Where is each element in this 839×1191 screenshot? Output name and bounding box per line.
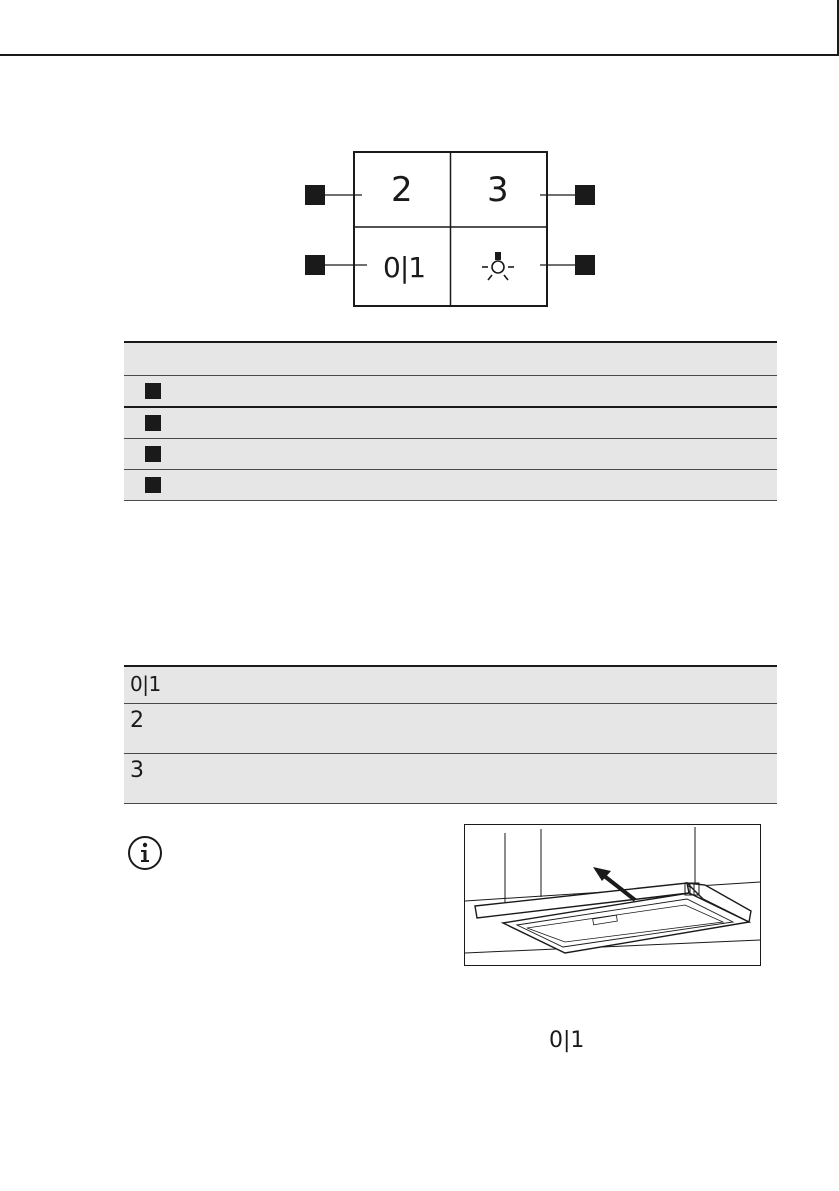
hood-illustration [464,824,761,966]
table-row [124,753,777,804]
callout-marker [305,185,325,205]
symbol-on-off: 0|1 [130,672,161,696]
callout-marker [575,185,595,205]
callout-marker [145,446,161,462]
function-table [124,665,777,804]
table-row [124,438,777,469]
callout-marker [145,415,161,431]
control-panel-diagram [305,150,597,310]
symbol-speed-2: 2 [130,708,144,733]
callout-marker [145,477,161,493]
key-3[interactable]: 3 [487,170,509,210]
callout-marker [305,255,325,275]
table-row [124,703,777,753]
callout-marker [575,255,595,275]
key-2[interactable]: 2 [391,170,413,210]
table-row [124,375,777,406]
table-row [124,469,777,501]
inline-symbol-on-off: 0|1 [549,1028,585,1053]
key-on-off[interactable]: 0|1 [383,251,426,284]
symbol-speed-3: 3 [130,758,144,783]
crop-mark [0,0,839,60]
table-header [124,341,777,375]
legend-table [124,341,777,501]
info-icon [127,835,163,871]
table-row [124,665,777,703]
table-row [124,406,777,438]
callout-marker [145,383,161,399]
